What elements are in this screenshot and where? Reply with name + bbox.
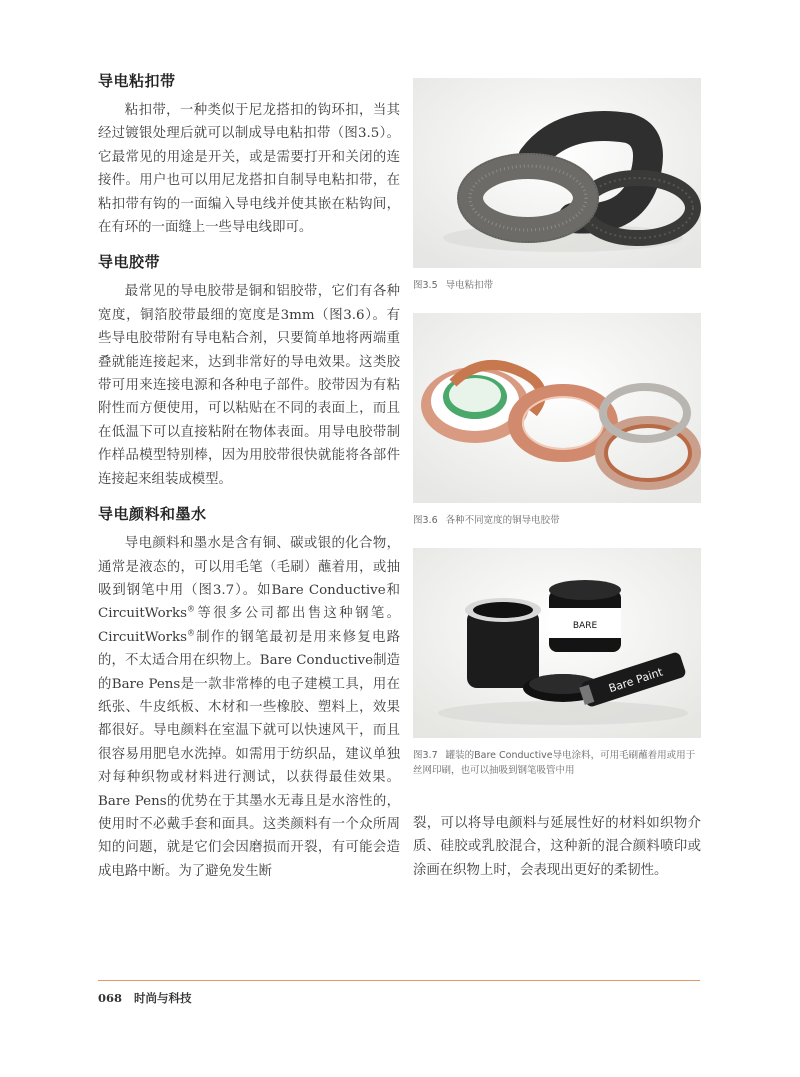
bare-paint-photo bbox=[413, 548, 701, 738]
velcro-paragraph: 粘扣带，一种类似于尼龙搭扣的钩环扣，当其经过镀银处理后就可以制成导电粘扣带（图3.5）。它最常见的用途是开关，或是需要打开和关闭的连接件。用户也可以用尼龙搭扣自制导电粘扣带，在粘扣带有钩的一面编入导电线并使其嵌在粘钩间，在有环的一面缝上一些导电线即可。 bbox=[98, 103, 400, 236]
page-number: 068 bbox=[98, 991, 123, 1005]
figure-caption: 图3.7 罐装的Bare Conductive导电涂料，可用毛刷蘸着用或用于丝网印刷，也可以抽吸到钢笔吸管中用 bbox=[413, 750, 696, 776]
jar-label: BARE bbox=[572, 621, 598, 631]
book-title: 时尚与科技 bbox=[134, 991, 192, 1005]
copper-tape-photo bbox=[413, 313, 701, 503]
paint-paragraph: 导电颜料和墨水是含有铜、碳或银的化合物，通常是液态的，可以用毛笔（毛刷）蘸着用，或抽吸到钢笔中用（图3.7）。如Bare Conductive和CircuitWorks®等很多公司都出售这种钢笔。CircuitWorks®制作的钢笔最初是用来修复电路的，不太适合用在织物上。Bare Conductive制造的Bare Pens是一款非常棒的电子建模工具，用在纸张、牛皮纸板、木材和一些橡胶、塑料上，效果都很好。导电颜料在室温下就可以快速风干，而且很容易用肥皂水洗掉。如需用于纺织品，建议单独对每种织物或材料进行测试，以获得最佳效果。Bare Pens的优势在于其墨水无毒且是水溶性的，使用时不必戴手套和面具。这类颜料有一个众所周知的问题，就是它们会因磨损而开裂，有可能会造成电路中断。为了避免发生断 bbox=[98, 536, 400, 879]
figure-3-6 bbox=[413, 313, 701, 528]
left-column bbox=[98, 70, 400, 895]
velcro-illustration bbox=[413, 78, 701, 268]
section-heading-velcro: 导电粘扣带 bbox=[98, 72, 176, 90]
continuation-paragraph: 裂，可以将导电颜料与延展性好的材料如织物介质、硅胶或乳胶混合，这种新的混合颜料喷印或涂画在织物上时，会表现出更好的柔韧性。 bbox=[413, 816, 701, 878]
pen-label: Bare Paint bbox=[607, 665, 665, 696]
velcro-photo bbox=[413, 78, 701, 268]
tape-paragraph: 最常见的导电胶带是铜和铝胶带，它们有各种宽度，铜箔胶带最细的宽度是3mm（图3.6）。有些导电胶带附有导电粘合剂，只要简单地将两端重叠就能连接起来，达到非常好的导电效果。这类胶带可用来连接电源和各种电子部件。胶带因为有粘附性而方便使用，可以粘贴在不同的表面上，而且在低温下可以直接粘附在物体表面。用导电胶带制作样品模型特别棒，因为用胶带很快就能将各部件连接起来组装成模型。 bbox=[98, 284, 400, 487]
footer-rule bbox=[98, 980, 700, 981]
figure-caption: 图3.6 各种不同宽度的铜导电胶带 bbox=[413, 515, 560, 526]
right-column bbox=[413, 78, 701, 882]
bare-paint-illustration bbox=[413, 548, 701, 738]
figure-caption: 图3.5 导电粘扣带 bbox=[413, 280, 494, 291]
section-heading-paint: 导电颜料和墨水 bbox=[98, 505, 207, 524]
copper-tape-illustration bbox=[413, 313, 701, 503]
figure-3-5 bbox=[413, 78, 701, 293]
figure-3-7 bbox=[413, 548, 701, 778]
footer bbox=[98, 990, 192, 1006]
section-heading-tape: 导电胶带 bbox=[98, 253, 161, 272]
